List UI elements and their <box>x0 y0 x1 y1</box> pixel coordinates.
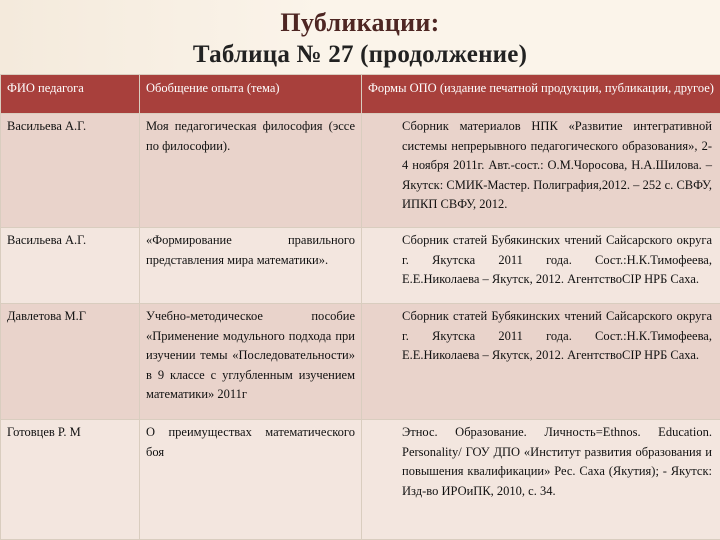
cell-teacher: Васильева А.Г. <box>1 228 140 304</box>
cell-teacher: Васильева А.Г. <box>1 114 140 228</box>
cell-form: Сборник статей Бубякинских чтений Сайсарского округа г. Якутска 2011 года. Сост.:Н.К.Тимофеева, Е.Е.Николаева – Якутск, 2012. АгентствоСIP НРБ Саха. <box>362 228 720 304</box>
header-teacher: ФИО педагога <box>1 75 140 114</box>
table-row <box>1 420 720 540</box>
table-row <box>1 304 720 420</box>
cell-form: Сборник статей Бубякинских чтений Сайсарского округа г. Якутска 2011 года. Сост.:Н.К.Тимофеева, Е.Е.Николаева – Якутск, 2012. АгентствоСIP НРБ Саха. <box>362 304 720 420</box>
cell-teacher: Давлетова М.Г <box>1 304 140 420</box>
slide-title: Публикации: <box>280 8 440 37</box>
cell-form: Сборник материалов НПК «Развитие интегративной системы непрерывного педагогического образования», 2-4 ноября 2011г. Авт.-сост.: О.М.Чоросова, Н.А.Шилова. – Якутск: СМИК-Мастер. Полиграфия,2012. – 252 с. СВФУ, ИПКП СВФУ, 2012. <box>362 114 720 228</box>
cell-topic: Моя педагогическая философия (эссе по философии). <box>140 114 362 228</box>
header-form: Формы ОПО (издание печатной продукции, публикации, другое) <box>362 75 720 114</box>
header-topic: Обобщение опыта (тема) <box>140 75 362 114</box>
table-caption: Таблица № 27 (продолжение) <box>192 41 528 68</box>
table-row <box>1 114 720 228</box>
cell-topic: О преимуществах математического боя <box>140 420 362 540</box>
cell-teacher: Готовцев Р. М <box>1 420 140 540</box>
cell-topic: Учебно-методическое пособие «Применение модульного подхода при изучении темы «Последовательности» в 9 классе с углубленным изучением математики» 2011г <box>140 304 362 420</box>
publications-table <box>0 74 720 540</box>
table-row <box>1 228 720 304</box>
table-header-row <box>1 75 720 114</box>
cell-form: Этнос. Образование. Личность=Ethnos. Education. Personality/ ГОУ ДПО «Институт развития образования и повышения квалификации» Рес. Саха (Якутия); - Якутск: Изд-во ИРОиПК, 2010, с. 34. <box>362 420 720 540</box>
cell-topic: «Формирование правильного представления мира математики». <box>140 228 362 304</box>
